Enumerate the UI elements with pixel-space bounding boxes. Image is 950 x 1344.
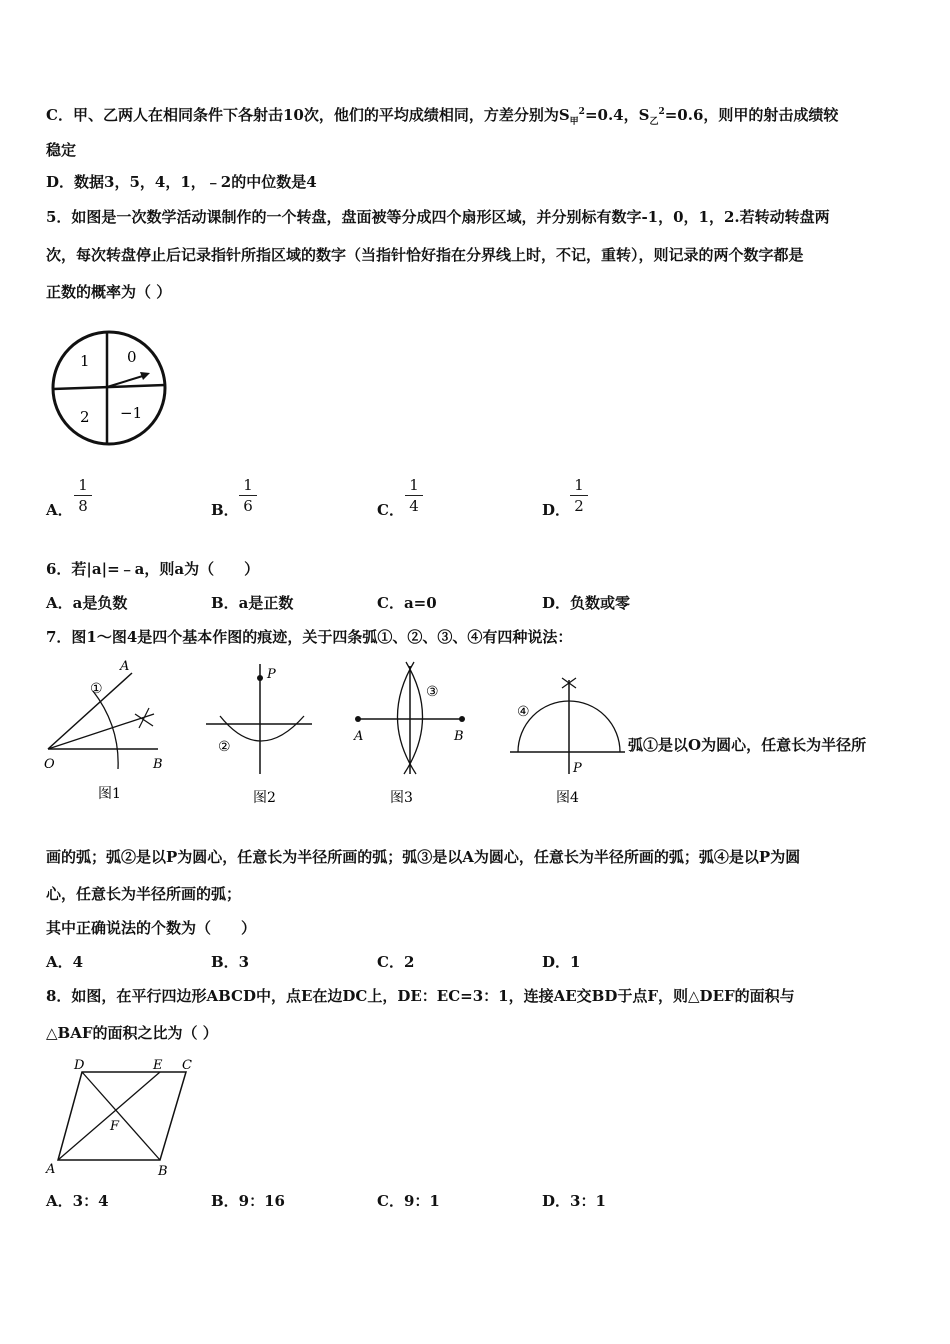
fig3-caption: 图3 [390, 790, 413, 806]
fig4-label-arc: ④ [517, 704, 530, 720]
choice-c-line2: 稳定 [46, 141, 77, 159]
fig1-label-arc: ① [90, 681, 103, 697]
diagonal-bd [82, 1072, 160, 1160]
fig1-label-a: A [120, 659, 130, 674]
q7-line2: 画的弧；弧②是以P为圆心，任意长为半径所画的弧；弧③是以A为圆心，任意长为半径所画的弧；弧④是以P为圆 [46, 848, 801, 866]
label-c: C [182, 1058, 192, 1073]
q7-line4: 其中正确说法的个数为（ ） [46, 919, 257, 937]
fig1-bisector [48, 714, 154, 749]
q6-option-d: D．负数或零 [542, 594, 631, 612]
spinner-label-bottom-right: −1 [120, 404, 143, 422]
q7-side-text: 弧①是以O为圆心，任意长为半径所 [628, 736, 867, 754]
fig2-arc-2 [220, 716, 304, 741]
q6-option-a: A．a是负数 [46, 594, 128, 612]
figure-4 [505, 656, 630, 806]
fig1-label-b: B [153, 757, 163, 772]
figure-1 [40, 656, 170, 806]
segment-ae [58, 1072, 160, 1160]
q8-line2: △BAF的面积之比为（ ） [46, 1024, 218, 1042]
q6-option-c: C．a=0 [377, 594, 437, 612]
q5-line2: 次，每次转盘停止后记录指针所指区域的数字（当指针恰好指在分界线上时，不记，重转），则记录的两个数字都是 [46, 246, 804, 264]
fig3-label-a: A [354, 729, 364, 744]
fig2-point-p [257, 675, 263, 681]
q8-option-a: A．3：4 [46, 1192, 109, 1210]
q8-option-d: D．3：1 [542, 1192, 606, 1210]
q7-option-c: C．2 [377, 953, 415, 971]
q8-option-b: B．9：16 [211, 1192, 285, 1210]
fig1-label-o: O [44, 757, 55, 772]
fig2-caption: 图2 [253, 790, 276, 806]
choice-c-line: C．甲、乙两人在相同条件下各射击10次，他们的平均成绩相同，方差分别为$S_甲^2=0.4$，$S_乙^2=0.6$，则甲的射击成绩较 [46, 106, 839, 127]
q5-line1: 5．如图是一次数学活动课制作的一个转盘，盘面被等分成四个扇形区域，并分别标有数字-1，0，1，2.若转动转盘两 [46, 208, 830, 226]
q6-line: 6．若|a|=﹣a，则a为（ ） [46, 560, 260, 578]
q5-line3: 正数的概率为（ ） [46, 283, 172, 301]
fig3-point-a [355, 716, 361, 722]
label-a: A [46, 1162, 56, 1177]
figure-3 [350, 656, 480, 806]
fig3-label-arc: ③ [426, 684, 439, 700]
fig2-label-p: P [267, 667, 276, 682]
parallelogram-figure [40, 1054, 210, 1184]
q7-line3: 心，任意长为半径所画的弧； [46, 885, 242, 903]
spinner-label-bottom-left: 2 [80, 408, 90, 426]
label-d: D [74, 1058, 85, 1073]
q5-option-a-fraction: 1 8 [74, 476, 92, 515]
q5-option-b-fraction: 1 6 [239, 476, 257, 515]
spinner-label-top-right: 0 [127, 348, 137, 366]
label-b: B [158, 1164, 168, 1179]
q7-option-b: B．3 [211, 953, 250, 971]
q5-option-a-label: A． [46, 501, 73, 519]
label-e: E [153, 1058, 163, 1073]
q6-option-b: B．a是正数 [211, 594, 294, 612]
choice-d-line: D．数据3，5，4，1，﹣2的中位数是4 [46, 173, 317, 191]
q8-option-c: C．9：1 [377, 1192, 440, 1210]
q5-option-c-label: C． [377, 501, 404, 519]
q5-option-d-fraction: 1 2 [570, 476, 588, 515]
pointer-arrowhead-icon [140, 372, 150, 380]
q5-option-b-label: B． [211, 501, 239, 519]
q5-option-d-label: D． [542, 501, 571, 519]
q8-line1: 8．如图，在平行四边形ABCD中，点E在边DC上，DE：EC=3：1，连接AE交BD于点F，则△DEF的面积与 [46, 987, 795, 1005]
q7-option-a: A．4 [46, 953, 84, 971]
fig2-label-arc: ② [218, 739, 231, 755]
figure-2 [200, 656, 320, 806]
fig4-caption: 图4 [556, 790, 579, 806]
q5-option-c-fraction: 1 4 [405, 476, 423, 515]
parallelogram-abcd [58, 1072, 186, 1160]
fig1-caption: 图1 [98, 786, 121, 802]
spinner-label-top-left: 1 [80, 352, 90, 370]
fig3-label-b: B [454, 729, 464, 744]
fig3-point-b [459, 716, 465, 722]
q7-option-d: D．1 [542, 953, 581, 971]
spinner-figure [46, 326, 176, 456]
q7-line: 7．图1～图4是四个基本作图的痕迹，关于四条弧①、②、③、④有四种说法： [46, 628, 573, 646]
label-f: F [110, 1119, 120, 1134]
fig4-label-p: P [573, 761, 582, 776]
